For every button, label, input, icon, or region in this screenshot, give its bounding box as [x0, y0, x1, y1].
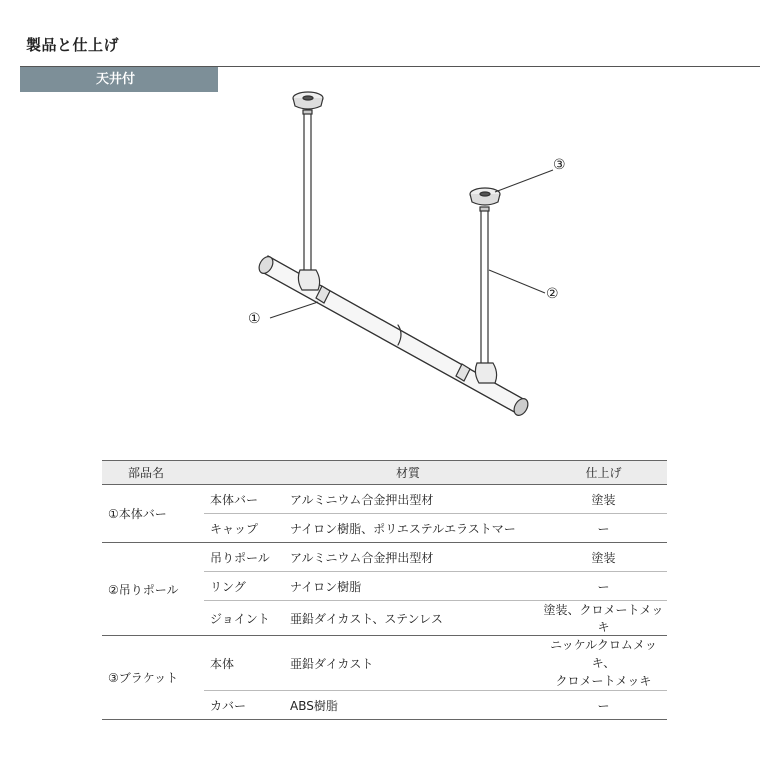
header-material: 材質 [286, 461, 540, 485]
part-name: ③ブラケット [102, 636, 204, 720]
callout-leader-2 [489, 270, 545, 293]
table-row [102, 485, 667, 514]
parts-finish-table [102, 460, 667, 720]
sub-part: リング [204, 572, 286, 601]
sub-part: 吊りポール [204, 543, 286, 572]
finish: ー [540, 572, 667, 601]
callout-3: ③ [553, 157, 566, 173]
finish: ー [540, 514, 667, 543]
material: 亜鉛ダイカスト、ステンレス [286, 601, 540, 636]
material: ABS樹脂 [286, 691, 540, 720]
hanging-pole-left [303, 110, 312, 272]
sub-part: カバー [204, 691, 286, 720]
joint-right [475, 363, 496, 383]
sub-part: キャップ [204, 514, 286, 543]
sub-part: 本体 [204, 636, 286, 691]
sub-part: ジョイント [204, 601, 286, 636]
material: アルミニウム合金押出型材 [286, 485, 540, 514]
table-row [102, 543, 667, 572]
header-finish: 仕上げ [540, 461, 667, 485]
material: ナイロン樹脂 [286, 572, 540, 601]
main-bar [256, 254, 530, 418]
finish [540, 636, 667, 691]
table-row [102, 636, 667, 691]
finish: 塗装 [540, 485, 667, 514]
callout-leader-1 [270, 302, 318, 318]
joint-left [298, 270, 319, 290]
section-tab: 天井付 [20, 67, 218, 92]
callout-1: ① [248, 311, 261, 327]
finish-line: ニッケルクロムメッキ、 [550, 638, 657, 670]
header-part: 部品名 [102, 461, 286, 485]
callout-leader-3 [495, 170, 553, 192]
material: ナイロン樹脂、ポリエステルエラストマー [286, 514, 540, 543]
table-header-row [102, 461, 667, 485]
sub-part: 本体バー [204, 485, 286, 514]
ceiling-bracket-left [293, 92, 323, 109]
part-name: ②吊りポール [102, 543, 204, 636]
material: 亜鉛ダイカスト [286, 636, 540, 691]
part-name: ①本体バー [102, 485, 204, 543]
finish-line: クロメートメッキ [555, 674, 652, 688]
material: アルミニウム合金押出型材 [286, 543, 540, 572]
ceiling-bracket-right [470, 188, 500, 205]
finish: ー [540, 691, 667, 720]
callout-2: ② [546, 286, 559, 302]
page-title: 製品と仕上げ [26, 36, 120, 54]
hanging-pole-right [480, 207, 489, 365]
finish: 塗装、クロメートメッキ [540, 601, 667, 636]
finish: 塗装 [540, 543, 667, 572]
